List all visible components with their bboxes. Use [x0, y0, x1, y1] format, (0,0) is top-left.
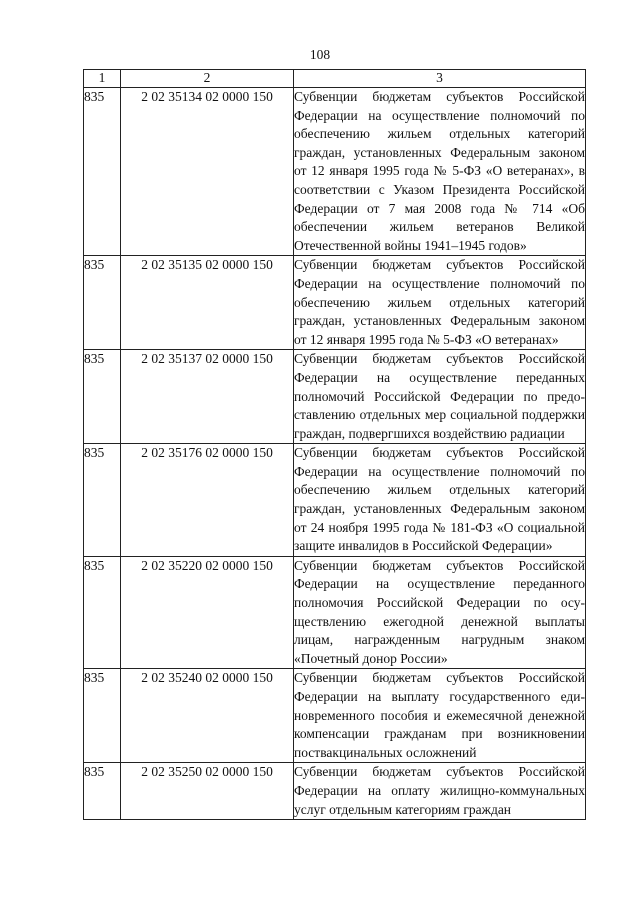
column-header-3: 3: [294, 70, 586, 88]
table-row: [84, 350, 586, 444]
table-row: [84, 444, 586, 557]
revenue-code-cell: 2 02 35176 02 0000 150: [121, 444, 294, 557]
revenue-code-cell: 2 02 35240 02 0000 150: [121, 669, 294, 763]
admin-code-cell: 835: [84, 556, 121, 669]
admin-code-cell: 835: [84, 763, 121, 820]
description-cell: Субвенции бюджетам субъектов Российской Федерации на осуществление полномочий по обеспечению жильем отдельных категорий граждан, установленных Федеральным законом от 24 ноября 1995 года № 181-ФЗ «О социальной защите инвалидов в Российской Федерации»: [294, 444, 586, 557]
table-row: [84, 669, 586, 763]
admin-code-cell: 835: [84, 350, 121, 444]
revenue-code-cell: 2 02 35220 02 0000 150: [121, 556, 294, 669]
admin-code-cell: 835: [84, 256, 121, 350]
table-row: [84, 256, 586, 350]
page-number: 108: [309, 47, 331, 62]
description-cell: Субвенции бюджетам субъектов Российской Федерации на осуществление переданного полномочия Российской Федерации по осуществлению ежегодной денежной выплаты лицам, награжденным нагрудным знаком «Почетный донор России»: [294, 556, 586, 669]
table-row: [84, 88, 586, 256]
description-cell: Субвенции бюджетам субъектов Российской Федерации на выплату государственного единовременного пособия и ежемесячной денежной компенсации гражданам при возникновении поствакцинальных осложнений: [294, 669, 586, 763]
column-header-2: 2: [121, 70, 294, 88]
admin-code-cell: 835: [84, 444, 121, 557]
description-cell: Субвенции бюджетам субъектов Российской Федерации на осуществление полномочий по обеспечению жильем отдельных категорий граждан, установленных Федеральным законом от 12 января 1995 года № 5-ФЗ «О ветеранах», в соответствии с Указом Президента Российской Федерации от 7 мая 2008 года № 714 «Об обеспечении жильем ветеранов Великой Отечественной войны 1941–1945 годов»: [294, 88, 586, 256]
revenue-code-cell: 2 02 35135 02 0000 150: [121, 256, 294, 350]
description-cell: Субвенции бюджетам субъектов Российской Федерации на оплату жилищно-коммунальных услуг отдельным категориям граждан: [294, 763, 586, 820]
description-cell: Субвенции бюджетам субъектов Российской Федерации на осуществление переданных полномочий Российской Федерации по предоставлению отдельных мер социальной поддержки граждан, подвергшихся воздействию радиации: [294, 350, 586, 444]
admin-code-cell: 835: [84, 88, 121, 256]
table-header-row: [84, 70, 586, 88]
revenue-code-cell: 2 02 35134 02 0000 150: [121, 88, 294, 256]
description-cell: Субвенции бюджетам субъектов Российской Федерации на осуществление полномочий по обеспечению жильем отдельных категорий граждан, установленных Федеральным законом от 12 января 1995 года № 5-ФЗ «О ветеранах»: [294, 256, 586, 350]
revenue-code-cell: 2 02 35137 02 0000 150: [121, 350, 294, 444]
revenue-code-cell: 2 02 35250 02 0000 150: [121, 763, 294, 820]
column-header-1: 1: [84, 70, 121, 88]
table-row: [84, 556, 586, 669]
budget-classification-table: [83, 69, 586, 820]
admin-code-cell: 835: [84, 669, 121, 763]
table-row: [84, 763, 586, 820]
